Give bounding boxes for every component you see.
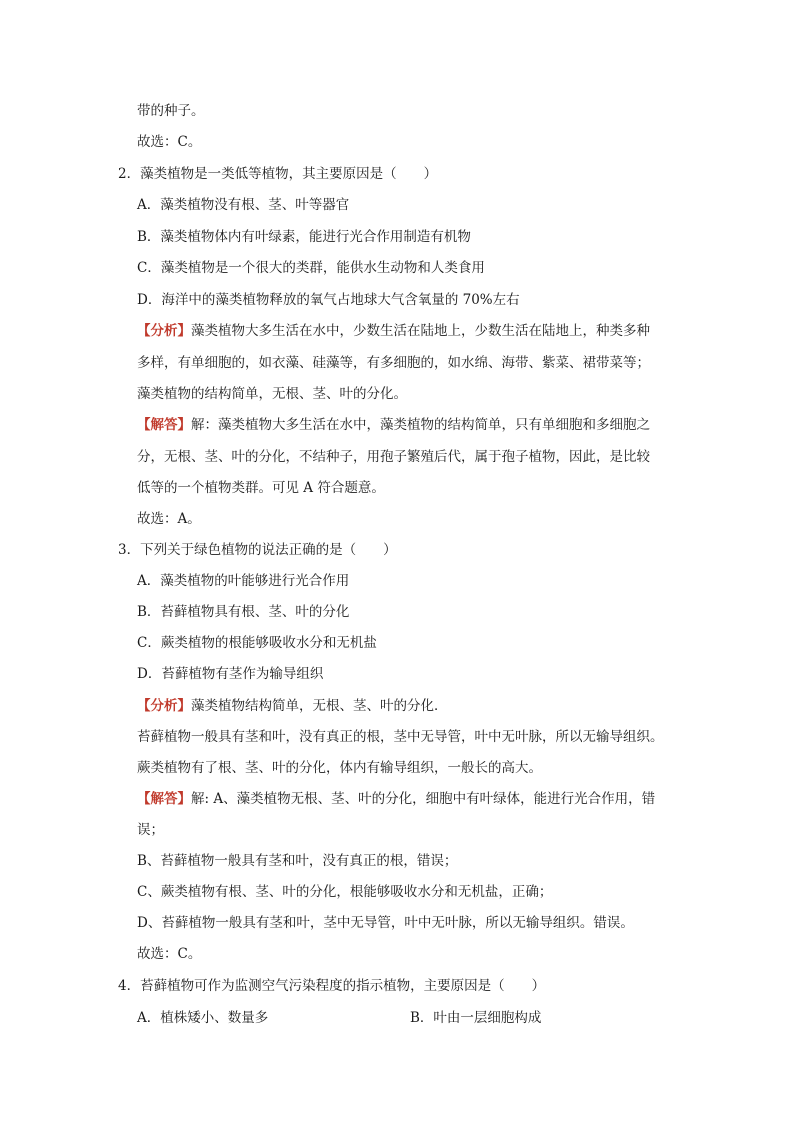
question-3-option-b: B．苔藓植物具有根、茎、叶的分化 (137, 604, 350, 620)
analysis-tag: 【分析】 (137, 323, 191, 339)
question-3-option-d: D．苔藓植物有茎作为输导组织 (137, 666, 324, 682)
question-2-option-a: A．藻类植物没有根、茎、叶等器官 (137, 197, 350, 213)
question-2-option-b: B．藻类植物体内有叶绿素，能进行光合作用制造有机物 (137, 229, 471, 245)
question-2-answer-line-2: 分，无根、茎、叶的分化，不结种子，用孢子繁殖后代，属于孢子植物，因此，是比较 (137, 449, 650, 465)
answer-tag: 【解答】 (137, 417, 191, 433)
question-2-analysis-line-3: 藻类植物的结构简单，无根、茎、叶的分化。 (137, 386, 407, 402)
question-4-option-a: A．植株矮小、数量多 (137, 1010, 269, 1026)
question-3-analysis-line-3: 蕨类植物有了根、茎、叶的分化，体内有输导组织，一般长的高大。 (137, 760, 542, 776)
question-3-answer-line-5: D、苔藓植物一般具有茎和叶，茎中无导管，叶中无叶脉，所以无输导组织。错误。 (137, 915, 634, 931)
question-4-stem: 4．苔藓植物可作为监测空气污染程度的指示植物，主要原因是（ ） (118, 978, 546, 994)
question-3-option-c: C．蕨类植物的根能够吸收水分和无机盐 (137, 635, 377, 651)
answer-text: 解: A、藻类植物无根、茎、叶的分化，细胞中有叶绿体，能进行光合作用，错 (191, 791, 656, 807)
answer-text: 解：藻类植物大多生活在水中，藻类植物的结构简单，只有单细胞和多细胞之 (191, 417, 650, 433)
answer-tag: 【解答】 (137, 791, 191, 807)
question-2-answer-line-3: 低等的一个植物类群。可见 A 符合题意。 (137, 480, 385, 496)
analysis-tag: 【分析】 (137, 698, 191, 714)
question-2-answer-line-1 (137, 415, 650, 435)
question-2-option-d: D．海洋中的藻类植物释放的氧气占地球大气含氧量的 70%左右 (137, 292, 520, 308)
question-2-option-c: C．藻类植物是一个很大的类群，能供水生动物和人类食用 (137, 260, 485, 276)
question-3-answer-line-2: 误； (137, 822, 164, 838)
question-3-analysis-line-2: 苔藓植物一般具有茎和叶，没有真正的根，茎中无导管，叶中无叶脉，所以无输导组织。 (137, 729, 664, 745)
answer-choice: 故选：C。 (137, 134, 202, 150)
question-2-stem: 2．藻类植物是一类低等植物，其主要原因是（ ） (118, 166, 438, 182)
question-3-choice: 故选：C。 (137, 946, 202, 962)
question-3-option-a: A．藻类植物的叶能够进行光合作用 (137, 573, 350, 589)
question-2-analysis-line-1 (137, 321, 650, 341)
question-3-analysis-line-1 (137, 696, 448, 716)
question-3-answer-line-3: B、苔藓植物一般具有茎和叶，没有真正的根，错误； (137, 853, 458, 869)
analysis-text: 藻类植物结构简单，无根、茎、叶的分化． (191, 698, 448, 714)
text-line: 带的种子。 (137, 103, 205, 119)
analysis-text: 藻类植物大多生活在水中，少数生活在陆地上，少数生活在陆地上，种类多种 (191, 323, 650, 339)
question-2-analysis-line-2: 多样，有单细胞的，如衣藻、硅藻等，有多细胞的，如水绵、海带、紫菜、裙带菜等； (137, 355, 650, 371)
question-3-stem: 3．下列关于绿色植物的说法正确的是（ ） (118, 542, 397, 558)
question-3-answer-line-1 (137, 789, 655, 809)
question-3-answer-line-4: C、蕨类植物有根、茎、叶的分化，根能够吸收水分和无机盐，正确； (137, 884, 553, 900)
question-2-choice: 故选：A。 (137, 511, 201, 527)
question-4-option-b: B．叶由一层细胞构成 (410, 1010, 542, 1026)
